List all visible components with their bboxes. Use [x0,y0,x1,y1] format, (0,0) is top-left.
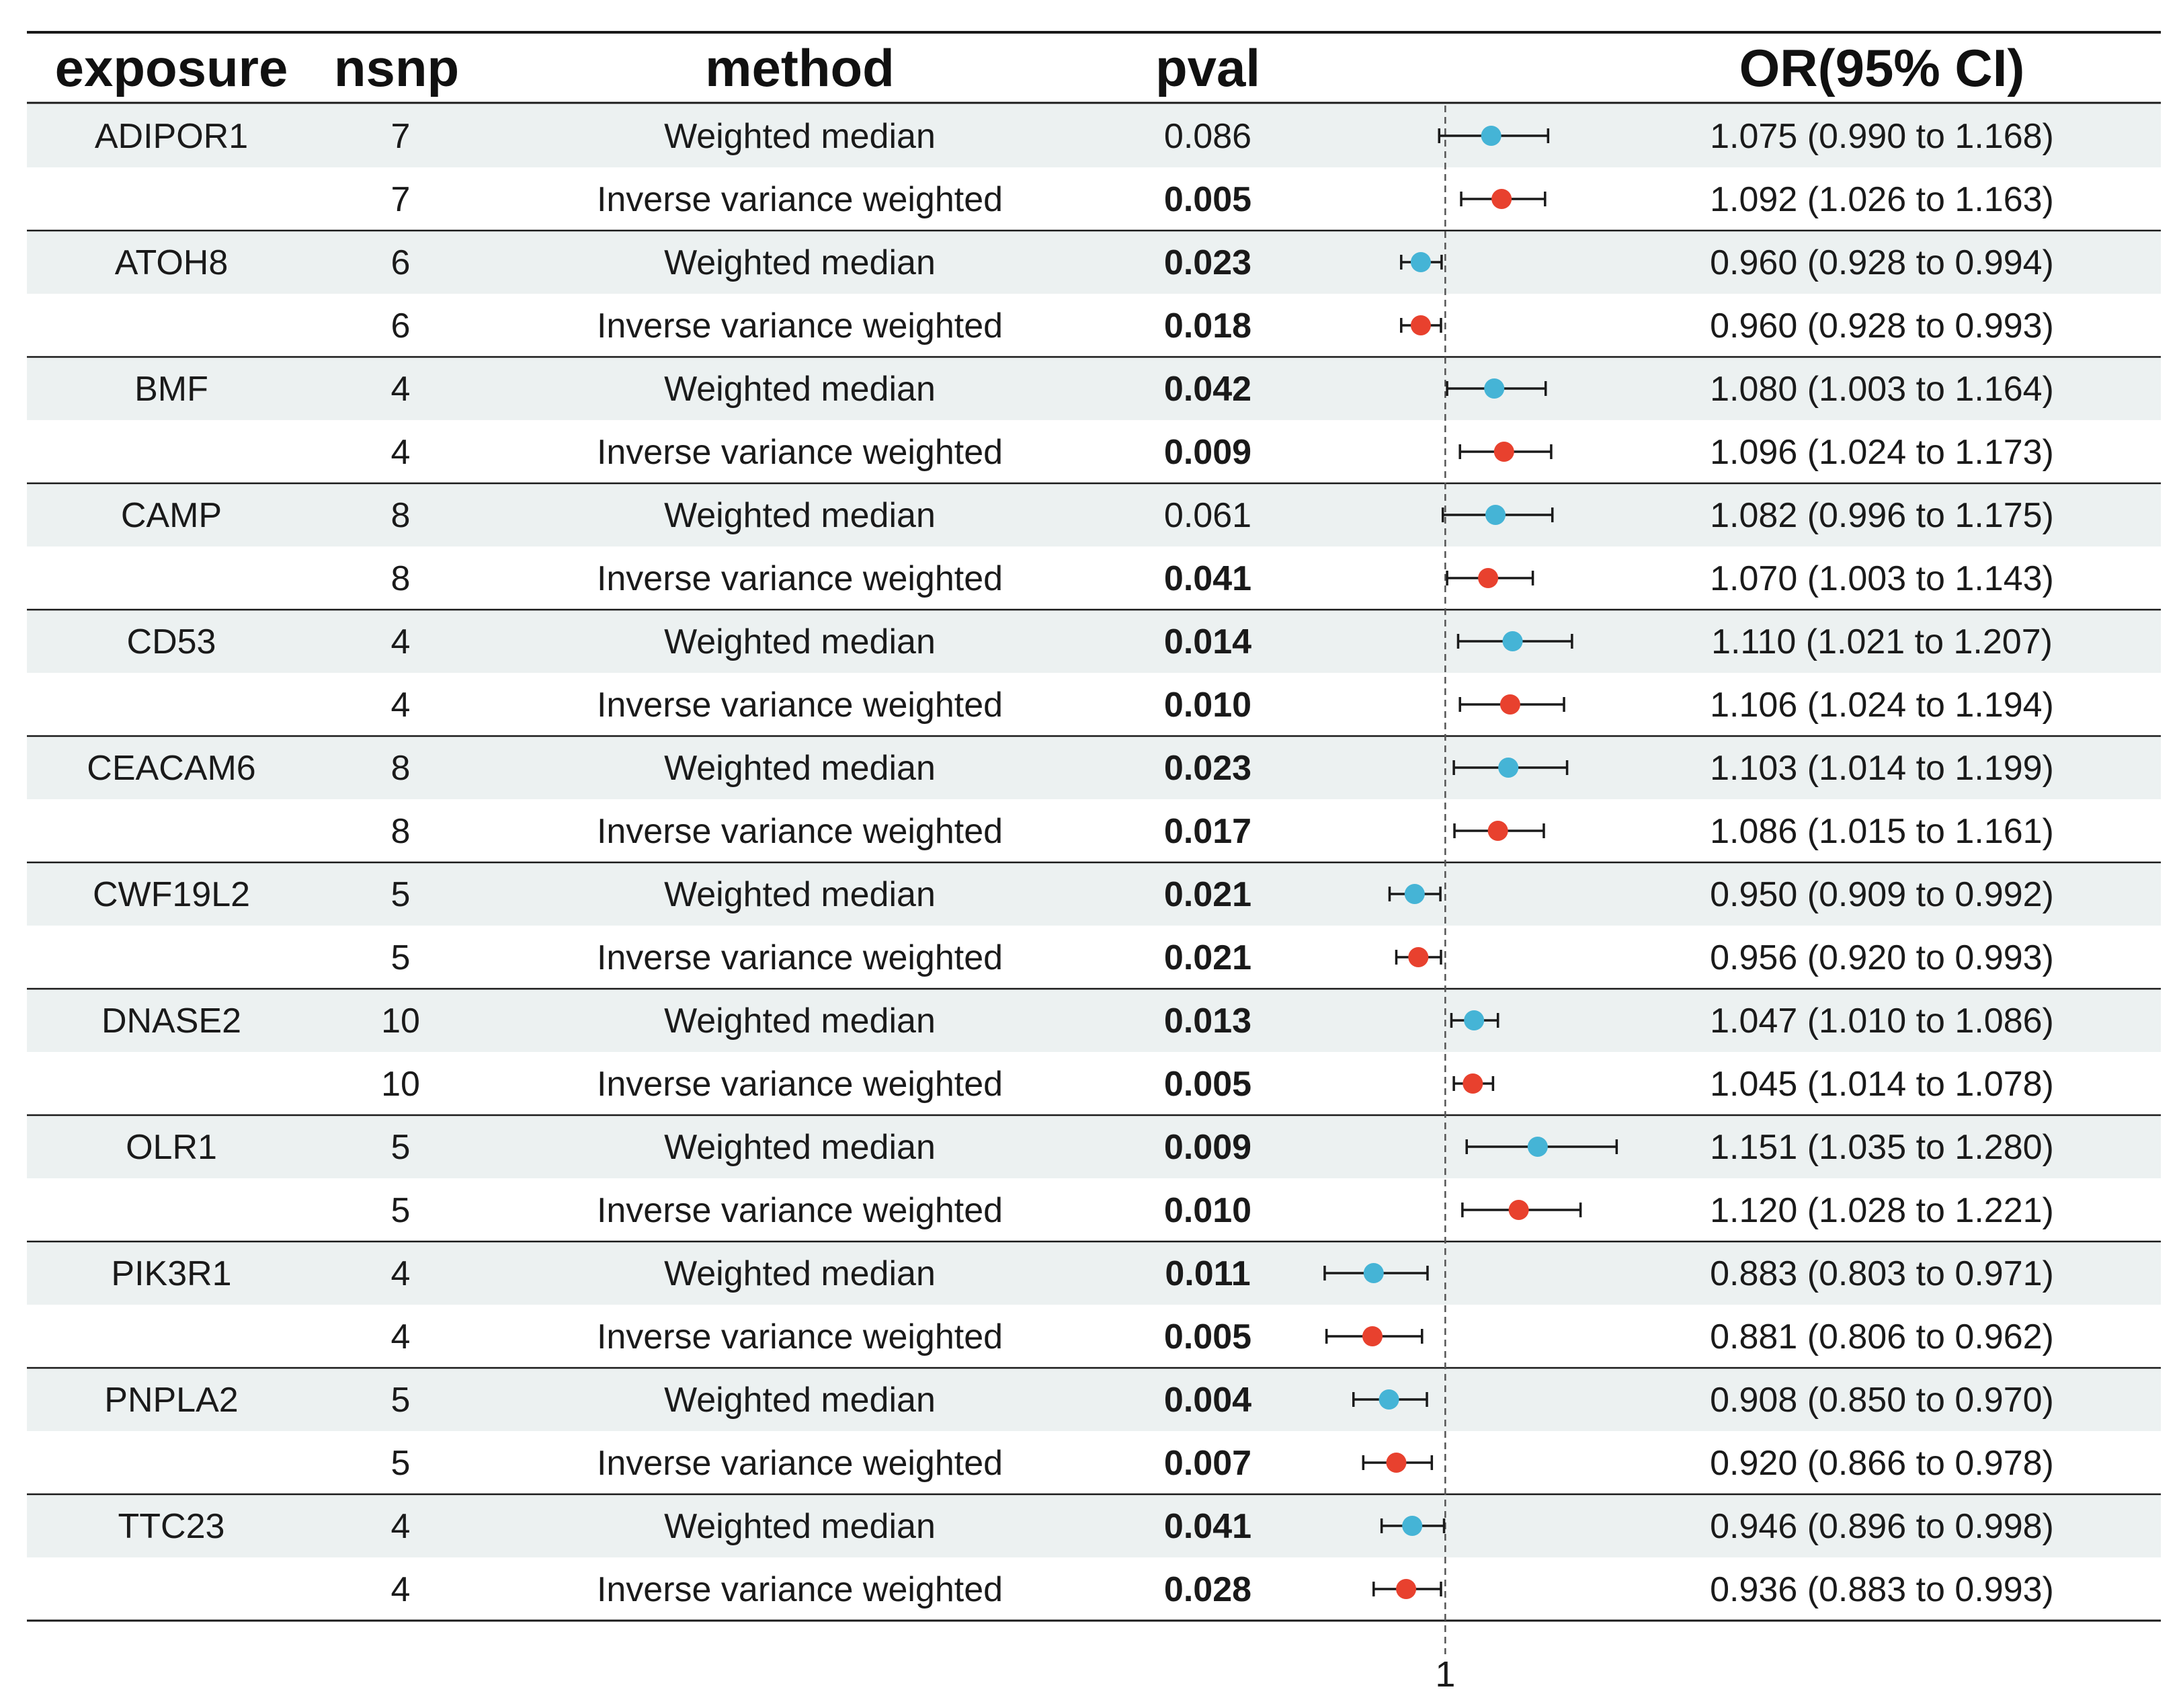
cell-or-ci: 1.096 (1.024 to 1.173) [1710,433,2054,472]
cell-method: Weighted median [664,1128,936,1167]
point-estimate [1500,694,1520,715]
cell-method: Weighted median [664,875,936,914]
cell-pval: 0.086 [1163,117,1252,156]
cell-or-ci: 1.047 (1.010 to 1.086) [1710,1002,2054,1041]
cell-pval: 0.061 [1163,496,1252,535]
point-estimate [1411,252,1431,272]
point-estimate [1528,1137,1548,1157]
cell-pval: 0.005 [1163,1317,1252,1356]
cell-or-ci: 0.946 (0.896 to 0.998) [1710,1507,2054,1546]
cell-exposure: OLR1 [126,1128,217,1167]
point-estimate [1484,378,1504,399]
point-estimate [1488,821,1508,841]
cell-method: Inverse variance weighted [596,938,1003,977]
cell-or-ci: 0.960 (0.928 to 0.994) [1710,243,2054,282]
cell-pval: 0.021 [1163,875,1252,914]
cell-or-ci: 0.881 (0.806 to 0.962) [1710,1317,2054,1356]
cell-nsnp: 8 [390,812,411,851]
cell-nsnp: 5 [390,875,411,914]
cell-or-ci: 1.103 (1.014 to 1.199) [1710,749,2054,788]
cell-method: Inverse variance weighted [596,1570,1003,1609]
cell-nsnp: 4 [390,622,411,661]
cell-method: Inverse variance weighted [596,812,1003,851]
cell-method: Weighted median [664,370,936,409]
cell-method: Inverse variance weighted [596,1317,1003,1356]
cell-nsnp: 7 [390,180,411,219]
cell-nsnp: 4 [390,1254,411,1293]
column-headers [55,38,2025,97]
point-estimate [1485,505,1506,525]
cell-or-ci: 1.070 (1.003 to 1.143) [1710,559,2054,598]
cell-exposure: DNASE2 [101,1002,242,1041]
cell-or-ci: 0.920 (0.866 to 0.978) [1710,1444,2054,1483]
cell-pval: 0.013 [1163,1002,1252,1041]
cell-method: Inverse variance weighted [596,180,1003,219]
cell-pval: 0.009 [1163,1128,1252,1167]
cell-exposure: CEACAM6 [87,749,256,788]
point-estimate [1379,1389,1399,1410]
point-estimate [1503,631,1523,651]
cell-method: Weighted median [664,1507,936,1546]
cell-exposure: CAMP [120,496,222,535]
header-method: method [705,38,895,97]
cell-pval: 0.005 [1163,180,1252,219]
cell-nsnp: 8 [390,749,411,788]
cell-or-ci: 0.950 (0.909 to 0.992) [1710,875,2054,914]
point-estimate [1494,442,1514,462]
cell-pval: 0.042 [1163,370,1252,409]
cell-pval: 0.005 [1163,1065,1252,1104]
cell-nsnp: 5 [390,1191,411,1230]
point-estimate [1478,568,1498,588]
cell-method: Inverse variance weighted [596,1444,1003,1483]
cell-method: Inverse variance weighted [596,1065,1003,1104]
cell-or-ci: 1.086 (1.015 to 1.161) [1710,812,2054,851]
cell-or-ci: 0.960 (0.928 to 0.993) [1710,307,2054,345]
header-or-ci: OR(95% CI) [1739,38,2025,97]
cell-nsnp: 6 [390,307,411,345]
cell-pval: 0.010 [1163,686,1252,725]
cell-nsnp: 5 [390,1444,411,1483]
cell-method: Weighted median [664,1381,936,1420]
cell-exposure: BMF [134,370,208,409]
cell-nsnp: 4 [390,433,411,472]
cell-exposure: PIK3R1 [111,1254,232,1293]
cell-or-ci: 1.120 (1.028 to 1.221) [1710,1191,2054,1230]
point-estimate [1491,189,1512,209]
cell-exposure: CD53 [126,622,216,661]
cell-method: Weighted median [664,1002,936,1041]
cell-pval: 0.004 [1163,1381,1252,1420]
cell-or-ci: 0.936 (0.883 to 0.993) [1710,1570,2054,1609]
cell-exposure: ATOH8 [114,243,229,282]
cell-or-ci: 0.883 (0.803 to 0.971) [1710,1254,2054,1293]
cell-method: Inverse variance weighted [596,1191,1003,1230]
cell-pval: 0.041 [1163,559,1252,598]
point-estimate [1408,947,1428,967]
cell-pval: 0.011 [1165,1254,1251,1293]
cell-nsnp: 6 [390,243,411,282]
cell-exposure: PNPLA2 [104,1381,239,1420]
cell-nsnp: 4 [390,1570,411,1609]
point-estimate [1364,1263,1384,1283]
header-pval: pval [1155,38,1261,97]
cell-method: Inverse variance weighted [596,559,1003,598]
cell-or-ci: 1.075 (0.990 to 1.168) [1710,117,2054,156]
point-estimate [1464,1010,1484,1030]
cell-exposure: ADIPOR1 [94,117,249,156]
cell-method: Weighted median [664,1254,936,1293]
cell-pval: 0.010 [1163,1191,1252,1230]
point-estimate [1396,1579,1416,1599]
cell-nsnp: 5 [390,1128,411,1167]
cell-pval: 0.009 [1163,433,1252,472]
point-estimate [1402,1516,1422,1536]
cell-or-ci: 1.092 (1.026 to 1.163) [1710,180,2054,219]
point-estimate [1411,315,1431,335]
cell-pval: 0.018 [1163,307,1252,345]
point-estimate [1405,884,1425,904]
header-exposure: exposure [54,38,288,97]
cell-or-ci: 1.080 (1.003 to 1.164) [1710,370,2054,409]
header-nsnp: nsnp [333,38,460,97]
cell-or-ci: 1.082 (0.996 to 1.175) [1710,496,2054,535]
cell-nsnp: 7 [390,117,411,156]
cell-method: Weighted median [664,117,936,156]
cell-method: Inverse variance weighted [596,433,1003,472]
cell-or-ci: 0.956 (0.920 to 0.993) [1710,938,2054,977]
cell-pval: 0.023 [1163,749,1252,788]
point-estimate [1498,758,1518,778]
point-estimate [1362,1326,1383,1346]
x-tick-label: 1 [1435,1654,1456,1695]
cell-method: Weighted median [664,243,936,282]
cell-method: Inverse variance weighted [596,686,1003,725]
cell-method: Weighted median [664,749,936,788]
cell-nsnp: 8 [390,559,411,598]
cell-or-ci: 1.045 (1.014 to 1.078) [1710,1065,2054,1104]
cell-method: Inverse variance weighted [596,307,1003,345]
cell-exposure: CWF19L2 [92,875,251,914]
cell-pval: 0.041 [1163,1507,1252,1546]
cell-or-ci: 0.908 (0.850 to 0.970) [1710,1381,2054,1420]
cell-or-ci: 1.110 (1.021 to 1.207) [1711,622,2053,661]
cell-nsnp: 8 [390,496,411,535]
cell-pval: 0.028 [1163,1570,1252,1609]
cell-nsnp: 4 [390,686,411,725]
cell-pval: 0.023 [1163,243,1252,282]
cell-pval: 0.007 [1163,1444,1252,1483]
cell-exposure: TTC23 [118,1507,225,1546]
cell-nsnp: 4 [390,1507,411,1546]
cell-method: Weighted median [664,622,936,661]
cell-nsnp: 10 [381,1002,420,1041]
cell-nsnp: 5 [390,1381,411,1420]
cell-or-ci: 1.106 (1.024 to 1.194) [1710,686,2054,725]
cell-pval: 0.021 [1163,938,1252,977]
cell-or-ci: 1.151 (1.035 to 1.280) [1710,1128,2054,1167]
cell-nsnp: 4 [390,1317,411,1356]
point-estimate [1463,1073,1483,1094]
cell-nsnp: 5 [390,938,411,977]
point-estimate [1481,126,1501,146]
point-estimate [1387,1453,1407,1473]
point-estimate [1509,1200,1529,1220]
x-axis [1435,1654,1455,1695]
cell-nsnp: 4 [390,370,411,409]
cell-method: Weighted median [664,496,936,535]
cell-nsnp: 10 [381,1065,420,1104]
cell-pval: 0.017 [1163,812,1252,851]
cell-pval: 0.014 [1163,622,1252,661]
